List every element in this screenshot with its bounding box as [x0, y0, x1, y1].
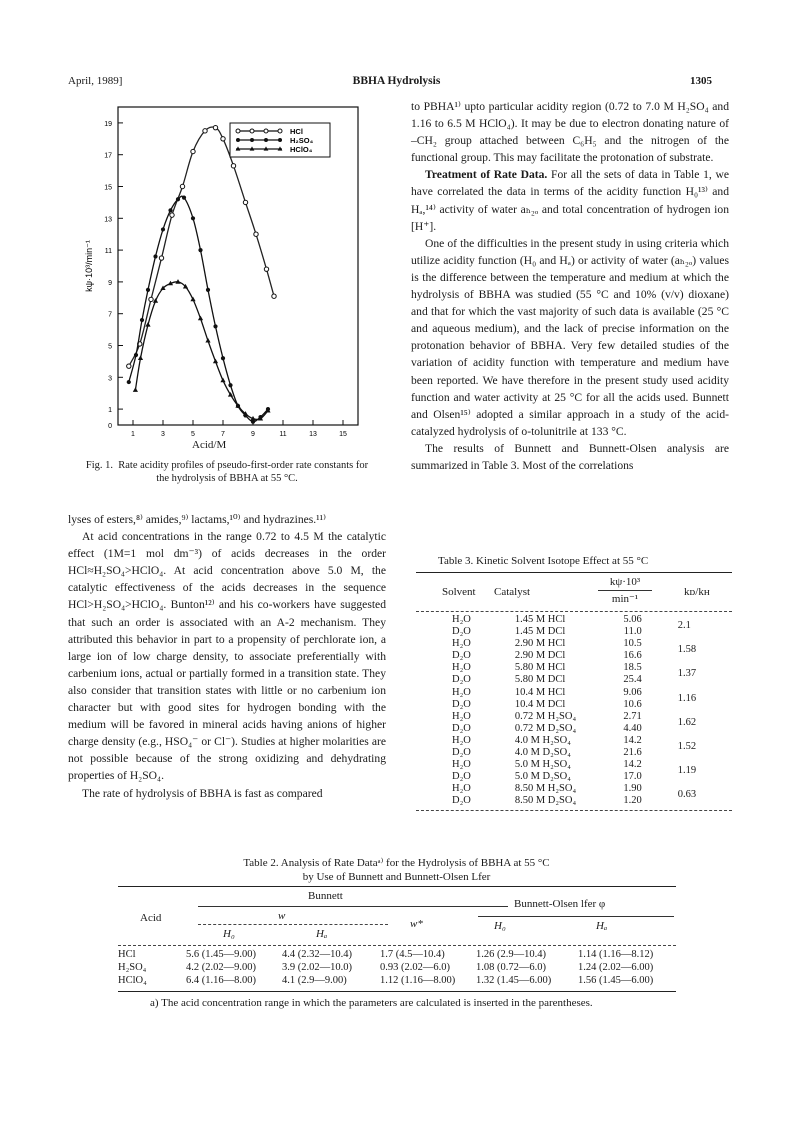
table-3-row [416, 783, 732, 795]
x-tick-label: 11 [279, 431, 287, 438]
hclo4-point [213, 359, 218, 364]
table-3-ratio-cell: 1.52 [677, 740, 697, 752]
table-2-w-h0-cell: 5.6 (1.45—9.00) [186, 949, 256, 960]
table-3-header-k-denominator: min⁻¹ [611, 593, 639, 605]
hclo4-point [198, 316, 203, 321]
legend-marker [236, 129, 240, 133]
table-3-k-cell: 16.6 [623, 650, 642, 662]
y-tick-label: 13 [104, 216, 112, 224]
hcl-point [170, 213, 174, 217]
h2so4-point [176, 197, 180, 201]
legend-marker [250, 138, 254, 142]
right-paragraph-2: For all the sets of data in Table 1, we have correlated the data in terms of the acidity function H₀¹³⁾ and Hₐ,¹⁴⁾ activity of water aₕ₂ₒ and total concentration of hydrogen ion [H⁺]. [411, 168, 730, 233]
table-3-row [416, 614, 732, 626]
y-tick-label: 0 [108, 423, 112, 430]
hclo4-point [205, 338, 210, 343]
caption-text: Rate acidity profiles of pseudo-first-order rate constants for the hydrolysis of BBHA at 55 °C. [118, 460, 369, 484]
legend-marker [236, 138, 240, 142]
table-2-title-line-2: by Use of Bunnett and Bunnett-Olsen Lfer [302, 871, 491, 883]
table-2-row [118, 961, 676, 974]
table-2-header-bunnett: Bunnett [308, 890, 343, 902]
h2so4-point [221, 356, 225, 360]
hclo4-point [145, 322, 150, 327]
left-column-text [68, 511, 386, 802]
table-3-row [416, 735, 732, 747]
table-3-catalyst-cell: 0.72 M H₂SO₄ [514, 710, 577, 722]
table-3-solvent-cell: D₂O [452, 674, 471, 686]
table-2-phi-ha-cell: 1.14 (1.16—8.12) [578, 949, 654, 960]
table-2-header [118, 888, 676, 944]
table-2-w-ha-cell: 4.1 (2.9—9.00) [282, 975, 347, 986]
h2so4-point [198, 248, 202, 252]
table-3-k-cell: 4.40 [623, 722, 642, 734]
legend-marker [278, 129, 282, 133]
table-3-solvent-cell: D₂O [452, 747, 471, 759]
figure-1-caption [84, 459, 370, 485]
table-2-wstar-cell: 1.7 (4.5—10.4) [380, 949, 445, 960]
left-paragraph-3: The rate of hydrolysis of BBHA is fast as compared [82, 786, 323, 800]
table-3-solvent-cell: H₂O [452, 783, 471, 795]
y-tick-label: 7 [108, 311, 112, 319]
table-3-catalyst-cell: 5.80 M HCl [514, 662, 566, 674]
table-3-solvent-cell: D₂O [452, 626, 471, 638]
table-3-header [416, 576, 732, 610]
table-3-solvent-cell: H₂O [452, 614, 471, 625]
h2so4-point [134, 353, 138, 357]
table-2-phi-h0-cell: 1.08 (0.72—6.0) [476, 962, 546, 973]
table-2-bo-rule [478, 916, 674, 917]
hcl-point [127, 364, 131, 368]
legend-label: H₂SO₄ [290, 136, 314, 145]
table-3-k-cell: 10.6 [623, 698, 642, 710]
table-2-w-rule [198, 924, 388, 925]
hcl-point [264, 267, 268, 271]
table-3-catalyst-cell: 10.4 M DCl [514, 698, 566, 710]
table-3-k-cell: 14.2 [623, 759, 642, 771]
table-2-acid-cell: H₂SO₄ [118, 962, 147, 973]
running-header-title: BBHA Hydrolysis [352, 75, 441, 87]
table-3-k-cell: 21.6 [623, 747, 642, 759]
h2so4-point [213, 324, 217, 328]
table-3-k-cell: 9.06 [623, 686, 642, 698]
table-2-bunnett-rule [198, 906, 508, 907]
right-paragraph-4: The results of Bunnett and Bunnett-Olsen analysis are summarized in Table 3. Most of the correlations [411, 441, 729, 472]
h2so4-point [206, 288, 210, 292]
x-tick-label: 13 [309, 431, 317, 438]
table-3-k-cell: 2.71 [623, 710, 642, 722]
table-2-header-wstar: w* [410, 918, 423, 930]
legend-marker [250, 129, 254, 133]
table-3-catalyst-cell: 5.0 M H₂SO₄ [514, 759, 571, 771]
hcl-point [180, 184, 184, 188]
left-paragraph-2: At acid concentrations in the range 0.72 to 4.5 M the catalytic effect (1M=1 mol dm⁻³) of acids decreases in the order HCl≈H₂SO₄>HClO₄. At acid concentration above 5.0 M, the catalytic effectiveness of the acids decreases in the sequence HCl>H₂SO₄>HClO₄. Bunton¹²⁾ and his co-workers have suggested that such an order is associated with an A-2 mechanism. They attributed this behavior in part to a propensity of perchlorate ion, a large ion of low charge density, to associate preferentially with carbenium ions, actual or partially formed in a transition state. They also consider that transition states with little or no carbenium ion character but with good sites for hydrogen bonding with the medium will be favored in mineral acids having anions of higher charge density (e.g., HSO₄⁻ or Cl⁻). Studies at higher molarities are not possible because of the strong oxidizing and dehydrating properties of H₂SO₄. [68, 530, 386, 783]
legend-label: HClO₄ [290, 145, 313, 154]
table-3-header-rule [416, 611, 732, 612]
x-tick-label: 9 [251, 431, 255, 438]
table-2-phi-h0-cell: 1.26 (2.9—10.4) [476, 949, 546, 960]
table-3-fraction-bar [598, 590, 652, 591]
legend-label: HCl [290, 127, 303, 136]
hcl-point [243, 200, 247, 204]
table-3-solvent-cell: D₂O [452, 771, 471, 783]
table-2-row [118, 974, 676, 987]
table-3-solvent-cell: D₂O [452, 795, 471, 807]
x-tick-label: 1 [131, 431, 135, 438]
hclo4-point [220, 378, 225, 383]
table-2-acid-cell: HClO₄ [118, 975, 147, 986]
table-3-k-cell: 1.90 [623, 783, 642, 795]
table-3-ratio-cell: 1.62 [677, 716, 697, 728]
table-3-catalyst-cell: 10.4 M HCl [514, 686, 566, 698]
table-2-phi-ha-cell: 1.56 (1.45—6.00) [578, 975, 654, 986]
table-2-row [118, 948, 676, 961]
table-3-solvent-cell: H₂O [452, 759, 471, 771]
section-heading-rate-data: Treatment of Rate Data. [425, 168, 548, 182]
table-3-k-cell: 25.4 [623, 674, 642, 686]
hcl-point [221, 137, 225, 141]
table-3-solvent-cell: H₂O [452, 662, 471, 674]
left-paragraph-1: lyses of esters,⁸⁾ amides,⁹⁾ lactams,¹⁰⁾ and hydrazines.¹¹⁾ [68, 513, 326, 526]
h2so4-point [182, 196, 186, 200]
hcl-point [191, 149, 195, 153]
table-2-header-rule [118, 945, 676, 946]
table-3-catalyst-cell: 1.45 M DCl [514, 626, 566, 638]
table-2-w-ha-cell: 3.9 (2.02—10.0) [282, 962, 352, 973]
table-2-header-acid: Acid [140, 912, 162, 924]
table-3-catalyst-cell: 5.0 M D₂SO₄ [514, 771, 571, 783]
table-3-catalyst-cell: 1.45 M HCl [514, 614, 566, 625]
legend-marker [264, 129, 268, 133]
table-3-solvent-cell: H₂O [452, 638, 471, 650]
h2so4-point [168, 208, 172, 212]
table-3-ratio-cell: 1.19 [677, 765, 697, 777]
y-tick-label: 19 [104, 120, 112, 128]
table-3-k-cell: 14.2 [623, 734, 642, 746]
table-3-solvent-cell: D₂O [452, 698, 471, 710]
table-3-row [416, 711, 732, 723]
running-header-date: April, 1989] [68, 75, 123, 87]
h2so4-point [127, 380, 131, 384]
table-3-catalyst-cell: 8.50 M H₂SO₄ [514, 783, 577, 795]
table-3-header-k-numerator: kψ·10³ [609, 576, 641, 588]
right-column-text [411, 98, 729, 474]
table-2-body [118, 948, 676, 987]
caption-lead: Fig. 1. [85, 460, 113, 471]
h2so4-point [153, 254, 157, 258]
table-2-title [0, 856, 793, 884]
table-2-footnote: a) The acid concentration range in which the parameters are calculated is inserted in the parentheses. [150, 997, 593, 1009]
table-3-header-solvent: Solvent [442, 586, 476, 598]
table-3-catalyst-cell: 2.90 M HCl [514, 638, 566, 650]
table-2-w-h0-cell: 4.2 (2.02—9.00) [186, 962, 256, 973]
table-3-k-cell: 10.5 [623, 638, 642, 650]
table-3-row [416, 687, 732, 699]
table-3-catalyst-cell: 4.0 M H₂SO₄ [514, 734, 571, 746]
table-2-acid-cell: HCl [118, 949, 136, 960]
series-line-1 [129, 196, 268, 422]
table-2-header-w-ha: Hₐ [316, 928, 328, 940]
hcl-point [159, 256, 163, 260]
table-3-k-cell: 17.0 [623, 771, 642, 783]
table-2-title-line-1: Table 2. Analysis of Rate Dataᵃ⁾ for the Hydrolysis of BBHA at 55 °C [243, 857, 550, 869]
legend-marker [264, 138, 268, 142]
y-tick-label: 1 [108, 407, 112, 415]
h2so4-point [191, 216, 195, 220]
table-3-ratio-cell: 1.37 [677, 668, 697, 680]
page-number: 1305 [690, 75, 712, 87]
table-3-k-cell: 18.5 [623, 662, 642, 674]
y-tick-label: 9 [108, 279, 112, 287]
hcl-point [149, 297, 153, 301]
table-2-phi-ha-cell: 1.24 (2.02—6.00) [578, 962, 654, 973]
table-2-bottom-rule [118, 991, 676, 992]
table-2-header-bunnett-olsen: Bunnett-Olsen lfer φ [514, 898, 606, 910]
hclo4-point [153, 298, 158, 303]
h2so4-point [161, 227, 165, 231]
right-paragraph-3: One of the difficulties in the present study in using criteria which utilize acidity function (H₀ and Hₐ) or activity of water (aₕ₂ₒ) values is the difference between the temperature and medium at which the hydrolysis of BBHA was studied (55 °C and 10% (v/v) dioxane) and that for which the vast majority of such data is available (25 °C and aqueous medium), and the lack of precise information on the protonation behavior of BBHA. Very few detailed studies of the variation of acidity function with temperature and medium have been reported. We have therefore in the present study used acidity function and water activity at 25 °C for all the acids used. Bunnett and Olsen¹⁵⁾ adopted a similar approach in a study of the acid-catalyzed hydrolysis of o-tolunitrile at 133 °C. [411, 236, 729, 438]
table-3-k-cell: 11.0 [623, 626, 642, 638]
series-line-0 [129, 127, 274, 366]
x-tick-label: 15 [339, 431, 347, 438]
y-tick-label: 11 [104, 248, 112, 256]
table-2-w-h0-cell: 6.4 (1.16—8.00) [186, 975, 256, 986]
table-3-ratio-cell: 0.63 [677, 789, 697, 801]
y-tick-label: 5 [108, 343, 112, 351]
table-2-header-phi-h0: H₀ [494, 920, 506, 932]
table-3-bottom-rule [416, 810, 732, 811]
table-2-phi-h0-cell: 1.32 (1.45—6.00) [476, 975, 552, 986]
table-2-header-w-h0: H₀ [223, 928, 235, 940]
legend-marker [278, 138, 282, 142]
right-paragraph-1: to PBHA¹⁾ upto particular acidity region (0.72 to 7.0 M H₂SO₄ and 1.16 to 6.5 M HClO₄). It may be due to electron donating nature of –CH₂ group attached between C₆H₅ and the nitrogen of the functional group. This may facilitate the protonation of substrate. [411, 100, 729, 165]
hcl-point [203, 129, 207, 133]
table-3-catalyst-cell: 4.0 M D₂SO₄ [514, 747, 571, 759]
h2so4-point [146, 288, 150, 292]
y-tick-label: 3 [108, 375, 112, 383]
table-3-solvent-cell: H₂O [452, 710, 471, 722]
h2so4-point [228, 383, 232, 387]
hclo4-point [138, 355, 143, 360]
table-2-header-w: w [278, 910, 286, 922]
table-3-catalyst-cell: 5.80 M DCl [514, 674, 566, 686]
table-3-solvent-cell: H₂O [452, 686, 471, 698]
hcl-point [272, 294, 276, 298]
x-tick-label: 5 [191, 431, 195, 438]
x-tick-label: 7 [221, 431, 225, 438]
table-3-solvent-cell: H₂O [452, 734, 471, 746]
hcl-point [213, 125, 217, 129]
hclo4-point [190, 297, 195, 302]
table-3-body [416, 614, 732, 808]
table-2-top-rule [118, 886, 676, 887]
table-3-header-catalyst: Catalyst [494, 586, 531, 598]
table-3-ratio-cell: 1.58 [677, 644, 697, 656]
table-2-wstar-cell: 0.93 (2.02—6.0) [380, 962, 450, 973]
table-3-solvent-cell: D₂O [452, 650, 471, 662]
table-3-ratio-cell: 1.16 [677, 692, 697, 704]
table-3-k-cell: 5.06 [623, 614, 642, 625]
hcl-point [231, 164, 235, 168]
table-2-wstar-cell: 1.12 (1.16—8.00) [380, 975, 456, 986]
h2so4-point [140, 318, 144, 322]
table-3-solvent-cell: D₂O [452, 722, 471, 734]
table-3-header-ratio: kᴅ/kʜ [684, 586, 710, 598]
table-3-caption: Table 3. Kinetic Solvent Isotope Effect at 55 °C [438, 555, 649, 567]
table-3-row [416, 638, 732, 650]
y-tick-label: 15 [104, 184, 112, 192]
hclo4-point [133, 387, 138, 392]
y-tick-label: 17 [104, 152, 112, 160]
table-3-ratio-cell: 2.1 [677, 620, 691, 632]
table-3-k-cell: 1.20 [623, 795, 642, 807]
x-tick-label: 3 [161, 431, 165, 438]
table-3-catalyst-cell: 8.50 M D₂SO₄ [514, 795, 577, 807]
table-3-row [416, 759, 732, 771]
table-3-catalyst-cell: 0.72 M D₂SO₄ [514, 722, 577, 734]
table-3-catalyst-cell: 2.90 M DCl [514, 650, 566, 662]
figure-x-axis-label: Acid/M [192, 439, 227, 451]
table-3-row [416, 662, 732, 674]
hcl-point [254, 232, 258, 236]
table-2-header-phi-ha: Hₐ [596, 920, 608, 932]
figure-1-chart [80, 95, 385, 445]
y-axis-label: kψ·10³/min⁻¹ [84, 240, 94, 292]
table-2-w-ha-cell: 4.4 (2.32—10.4) [282, 949, 352, 960]
table-3-top-rule [416, 572, 732, 573]
